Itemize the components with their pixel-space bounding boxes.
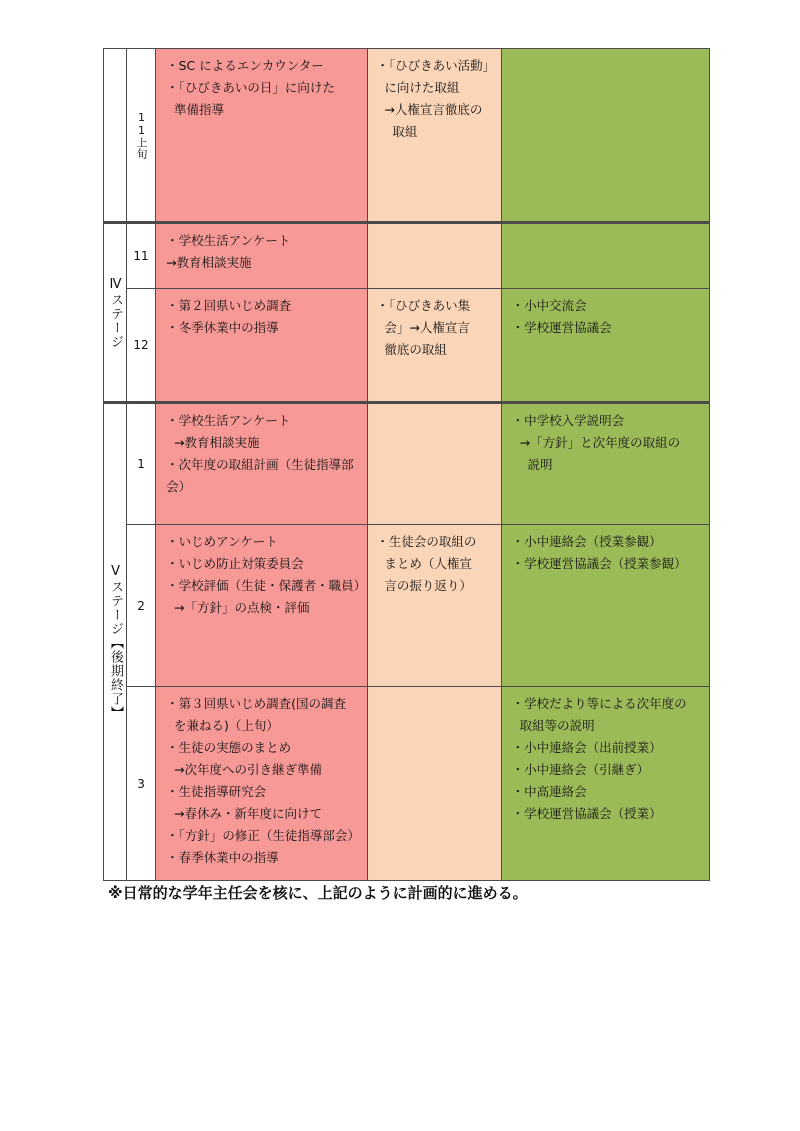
list-item: ・「ひびきあいの日」に向けた — [166, 80, 335, 95]
liaison-cell — [501, 687, 709, 881]
list-item: →次年度への引き継ぎ準備 — [166, 762, 323, 777]
table-row — [104, 687, 710, 881]
list-item: ・学校だより等による次年度の — [511, 696, 687, 711]
stage-label-5: Ⅴステージ【後期終了】 — [104, 403, 127, 881]
list-item: ・小中連絡会（引継ぎ） — [511, 762, 650, 777]
list-item: ・次年度の取組計画（生徒指導部会） — [166, 457, 354, 494]
list-item: →人権宣言徹底の — [376, 102, 483, 117]
list-item: ・SC によるエンカウンター — [166, 58, 324, 73]
list-item: 言の振り返り） — [376, 578, 472, 593]
student-guidance-cell — [156, 525, 368, 687]
list-item: ・小中連絡会（授業参観） — [511, 534, 662, 549]
list-item: ・学校運営協議会（授業） — [511, 806, 662, 821]
list-item: ・生徒会の取組の — [376, 534, 477, 549]
liaison-cell — [501, 223, 709, 289]
list-item: ・学校生活アンケート — [166, 233, 291, 248]
table-row — [104, 525, 710, 687]
list-item: ・生徒指導研究会 — [166, 784, 267, 799]
table-row — [104, 289, 710, 403]
student-guidance-cell — [156, 223, 368, 289]
human-rights-cell — [368, 289, 501, 403]
table-row — [104, 223, 710, 289]
list-item: ・学校運営協議会 — [511, 320, 612, 335]
list-item: ・「ひびきあい活動」 — [376, 58, 496, 73]
list-item: ・小中交流会 — [511, 298, 587, 313]
list-item: 取組等の説明 — [511, 718, 595, 733]
list-item: ・学校生活アンケート — [166, 413, 291, 428]
footnote: ※日常的な学年主任会を核に、上記のように計画的に進める。 — [108, 884, 528, 902]
student-guidance-cell — [156, 403, 368, 525]
liaison-cell — [501, 49, 709, 223]
list-item: →教育相談実施 — [166, 435, 260, 450]
list-item: に向けた取組 — [376, 80, 460, 95]
list-item: ・小中連絡会（出前授業） — [511, 740, 662, 755]
list-item: →「方針」と次年度の取組の — [511, 435, 681, 450]
human-rights-cell — [368, 223, 501, 289]
list-item: →教育相談実施 — [166, 255, 252, 270]
list-item: ・いじめ防止対策委員会 — [166, 556, 304, 571]
list-item: 準備指導 — [166, 102, 225, 117]
list-item: まとめ（人権宣 — [376, 556, 472, 571]
list-item: ・「ひびきあい集 — [376, 298, 471, 313]
stage-label-4: Ⅳステージ — [104, 223, 127, 403]
human-rights-cell — [368, 403, 501, 525]
month-cell: 12 — [127, 289, 156, 403]
list-item: 説明 — [511, 457, 553, 472]
list-item: ・第３回県いじめ調査(国の調査 — [166, 696, 346, 711]
list-item: ・第２回県いじめ調査 — [166, 298, 292, 313]
human-rights-cell — [368, 525, 501, 687]
list-item: ・冬季休業中の指導 — [166, 320, 279, 335]
table-row — [104, 403, 710, 525]
list-item: ・中高連絡会 — [511, 784, 587, 799]
list-item: 会」→人権宣言 — [376, 320, 470, 335]
student-guidance-cell — [156, 289, 368, 403]
list-item: ・いじめアンケート — [166, 534, 278, 549]
list-item: →春休み・新年度に向けて — [166, 806, 323, 821]
list-item: を兼ねる)（上旬） — [166, 718, 279, 733]
list-item: ・春季休業中の指導 — [166, 850, 279, 865]
liaison-cell — [501, 289, 709, 403]
month-cell: 3 — [127, 687, 156, 881]
liaison-cell — [501, 403, 709, 525]
liaison-cell — [501, 525, 709, 687]
list-item: ・学校運営協議会（授業参観） — [511, 556, 687, 571]
student-guidance-cell — [156, 49, 368, 223]
list-item: ・学校評価（生徒・保護者・職員） — [166, 578, 367, 593]
month-cell: 11上旬 — [127, 49, 156, 223]
list-item: 徹底の取組 — [376, 342, 447, 357]
month-cell: 11 — [127, 223, 156, 289]
month-cell: 2 — [127, 525, 156, 687]
list-item: ・中学校入学説明会 — [511, 413, 625, 428]
schedule-table — [103, 48, 710, 881]
list-item: ・生徒の実態のまとめ — [166, 740, 292, 755]
student-guidance-cell — [156, 687, 368, 881]
table-row — [104, 49, 710, 223]
list-item: 取組 — [376, 124, 418, 139]
list-item: ・「方針」の修正（生徒指導部会） — [166, 828, 360, 843]
stage-cell-continued — [104, 49, 127, 223]
list-item: →「方針」の点検・評価 — [166, 600, 310, 615]
month-cell: 1 — [127, 403, 156, 525]
human-rights-cell — [368, 687, 501, 881]
human-rights-cell — [368, 49, 501, 223]
